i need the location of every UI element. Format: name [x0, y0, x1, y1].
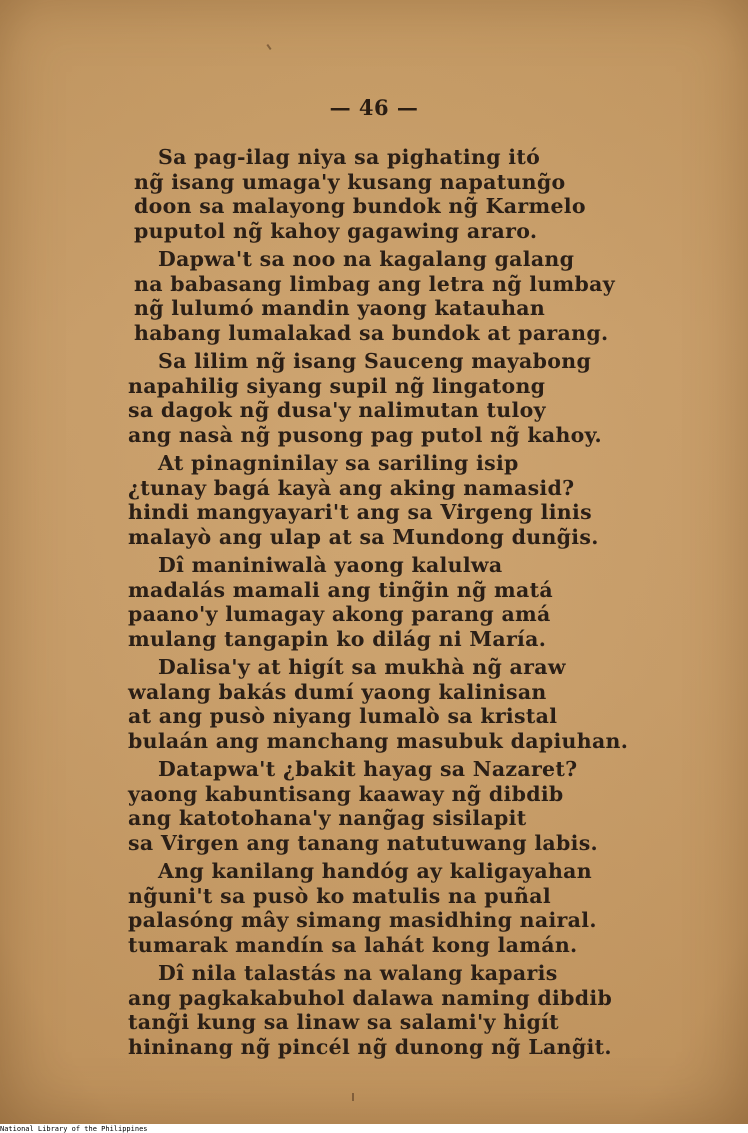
poem-line: Dî maniniwalà yaong kalulwa — [158, 553, 503, 577]
poem-line: Dî nila talastás na walang kaparis — [158, 961, 558, 985]
poem-line: palasóng mây simang masidhing nairal. — [128, 908, 597, 932]
library-credit: National Library of the Philippines — [0, 1125, 148, 1133]
poem-line: paano'y lumagay akong parang amá — [128, 602, 551, 626]
stanza — [128, 757, 608, 855]
stanza — [128, 247, 615, 345]
poem-line: Sa lilim ng̃ isang Sauceng mayabong — [158, 349, 592, 373]
page-number: — 46 — — [329, 95, 419, 120]
poem-line: Dapwa't sa noo na kagalang galang — [158, 247, 575, 271]
poem-line: ng̃ isang umaga'y kusang napatung̃o — [134, 169, 566, 194]
stanza — [128, 145, 608, 243]
stanza — [128, 553, 608, 651]
poem-line: ng̃ lulumó mandin yaong katauhan — [134, 296, 546, 320]
poem-line: tang̃i kung sa linaw sa salami'y higít — [128, 1010, 559, 1034]
poem-line: Sa pag-ilag niya sa pighating itó — [158, 145, 541, 169]
poem-line: Datapwa't ¿bakit hayag sa Nazaret? — [158, 757, 578, 781]
stanza — [128, 451, 608, 549]
poem-line: napahilig siyang supil ng̃ lingatong — [128, 373, 546, 398]
poem-line: hininang ng̃ pincél ng̃ dunong ng̃ Lang̃it. — [128, 1034, 612, 1059]
paper-speck — [352, 1093, 354, 1101]
stanza — [128, 655, 629, 753]
poem-line: sa dagok ng̃ dusa'y nalimutan tuloy — [128, 398, 546, 422]
paper-speck — [266, 44, 271, 50]
poem-line: habang lumalakad sa bundok at parang. — [134, 320, 609, 345]
poem-line: hindi mangyayari't ang sa Virgeng linis — [128, 500, 592, 524]
poem-line: ang nasà ng̃ pusong pag putol ng̃ kahoy. — [128, 422, 602, 447]
poem-body — [128, 145, 629, 1063]
poem-line: mulang tangapin ko dilág ni María. — [128, 626, 547, 651]
poem-line: tumarak mandín sa lahát kong lamán. — [128, 932, 578, 957]
poem-line: bulaán ang manchang masubuk dapiuhan. — [128, 728, 629, 753]
poem-line: na babasang limbag ang letra ng̃ lumbay — [134, 271, 615, 296]
poem-line: doon sa malayong bundok ng̃ Karmelo — [134, 194, 586, 218]
poem-line: ng̃uni't sa pusò ko matulis na puñal — [128, 883, 551, 908]
poem-line: malayò ang ulap at sa Mundong dung̃is. — [128, 524, 599, 549]
poem-line: walang bakás dumí yaong kalinisan — [128, 679, 547, 704]
poem-line: ang katotohana'y nang̃ag sisilapit — [128, 806, 527, 830]
poem-line: madalás mamali ang ting̃in ng̃ matá — [128, 577, 553, 602]
poem-line: ¿tunay bagá kayà ang aking namasid? — [128, 475, 575, 500]
poem-line: Ang kanilang handóg ay kaligayahan — [158, 859, 592, 883]
stanza — [128, 859, 608, 957]
stanza — [128, 349, 608, 447]
poem-line: At pinagninilay sa sariling isip — [158, 451, 519, 475]
poem-line: ang pagkakabuhol dalawa naming dibdib — [128, 985, 613, 1010]
stanza — [128, 961, 613, 1059]
poem-line: Dalisa'y at higít sa mukhà ng̃ araw — [158, 655, 566, 679]
poem-line: at ang pusò niyang lumalò sa kristal — [128, 704, 558, 728]
poem-line: puputol ng̃ kahoy gagawing araro. — [134, 218, 538, 243]
poem-line: sa Virgen ang tanang natutuwang labis. — [128, 830, 598, 855]
poem-line: yaong kabuntisang kaaway ng̃ dibdib — [128, 781, 564, 806]
